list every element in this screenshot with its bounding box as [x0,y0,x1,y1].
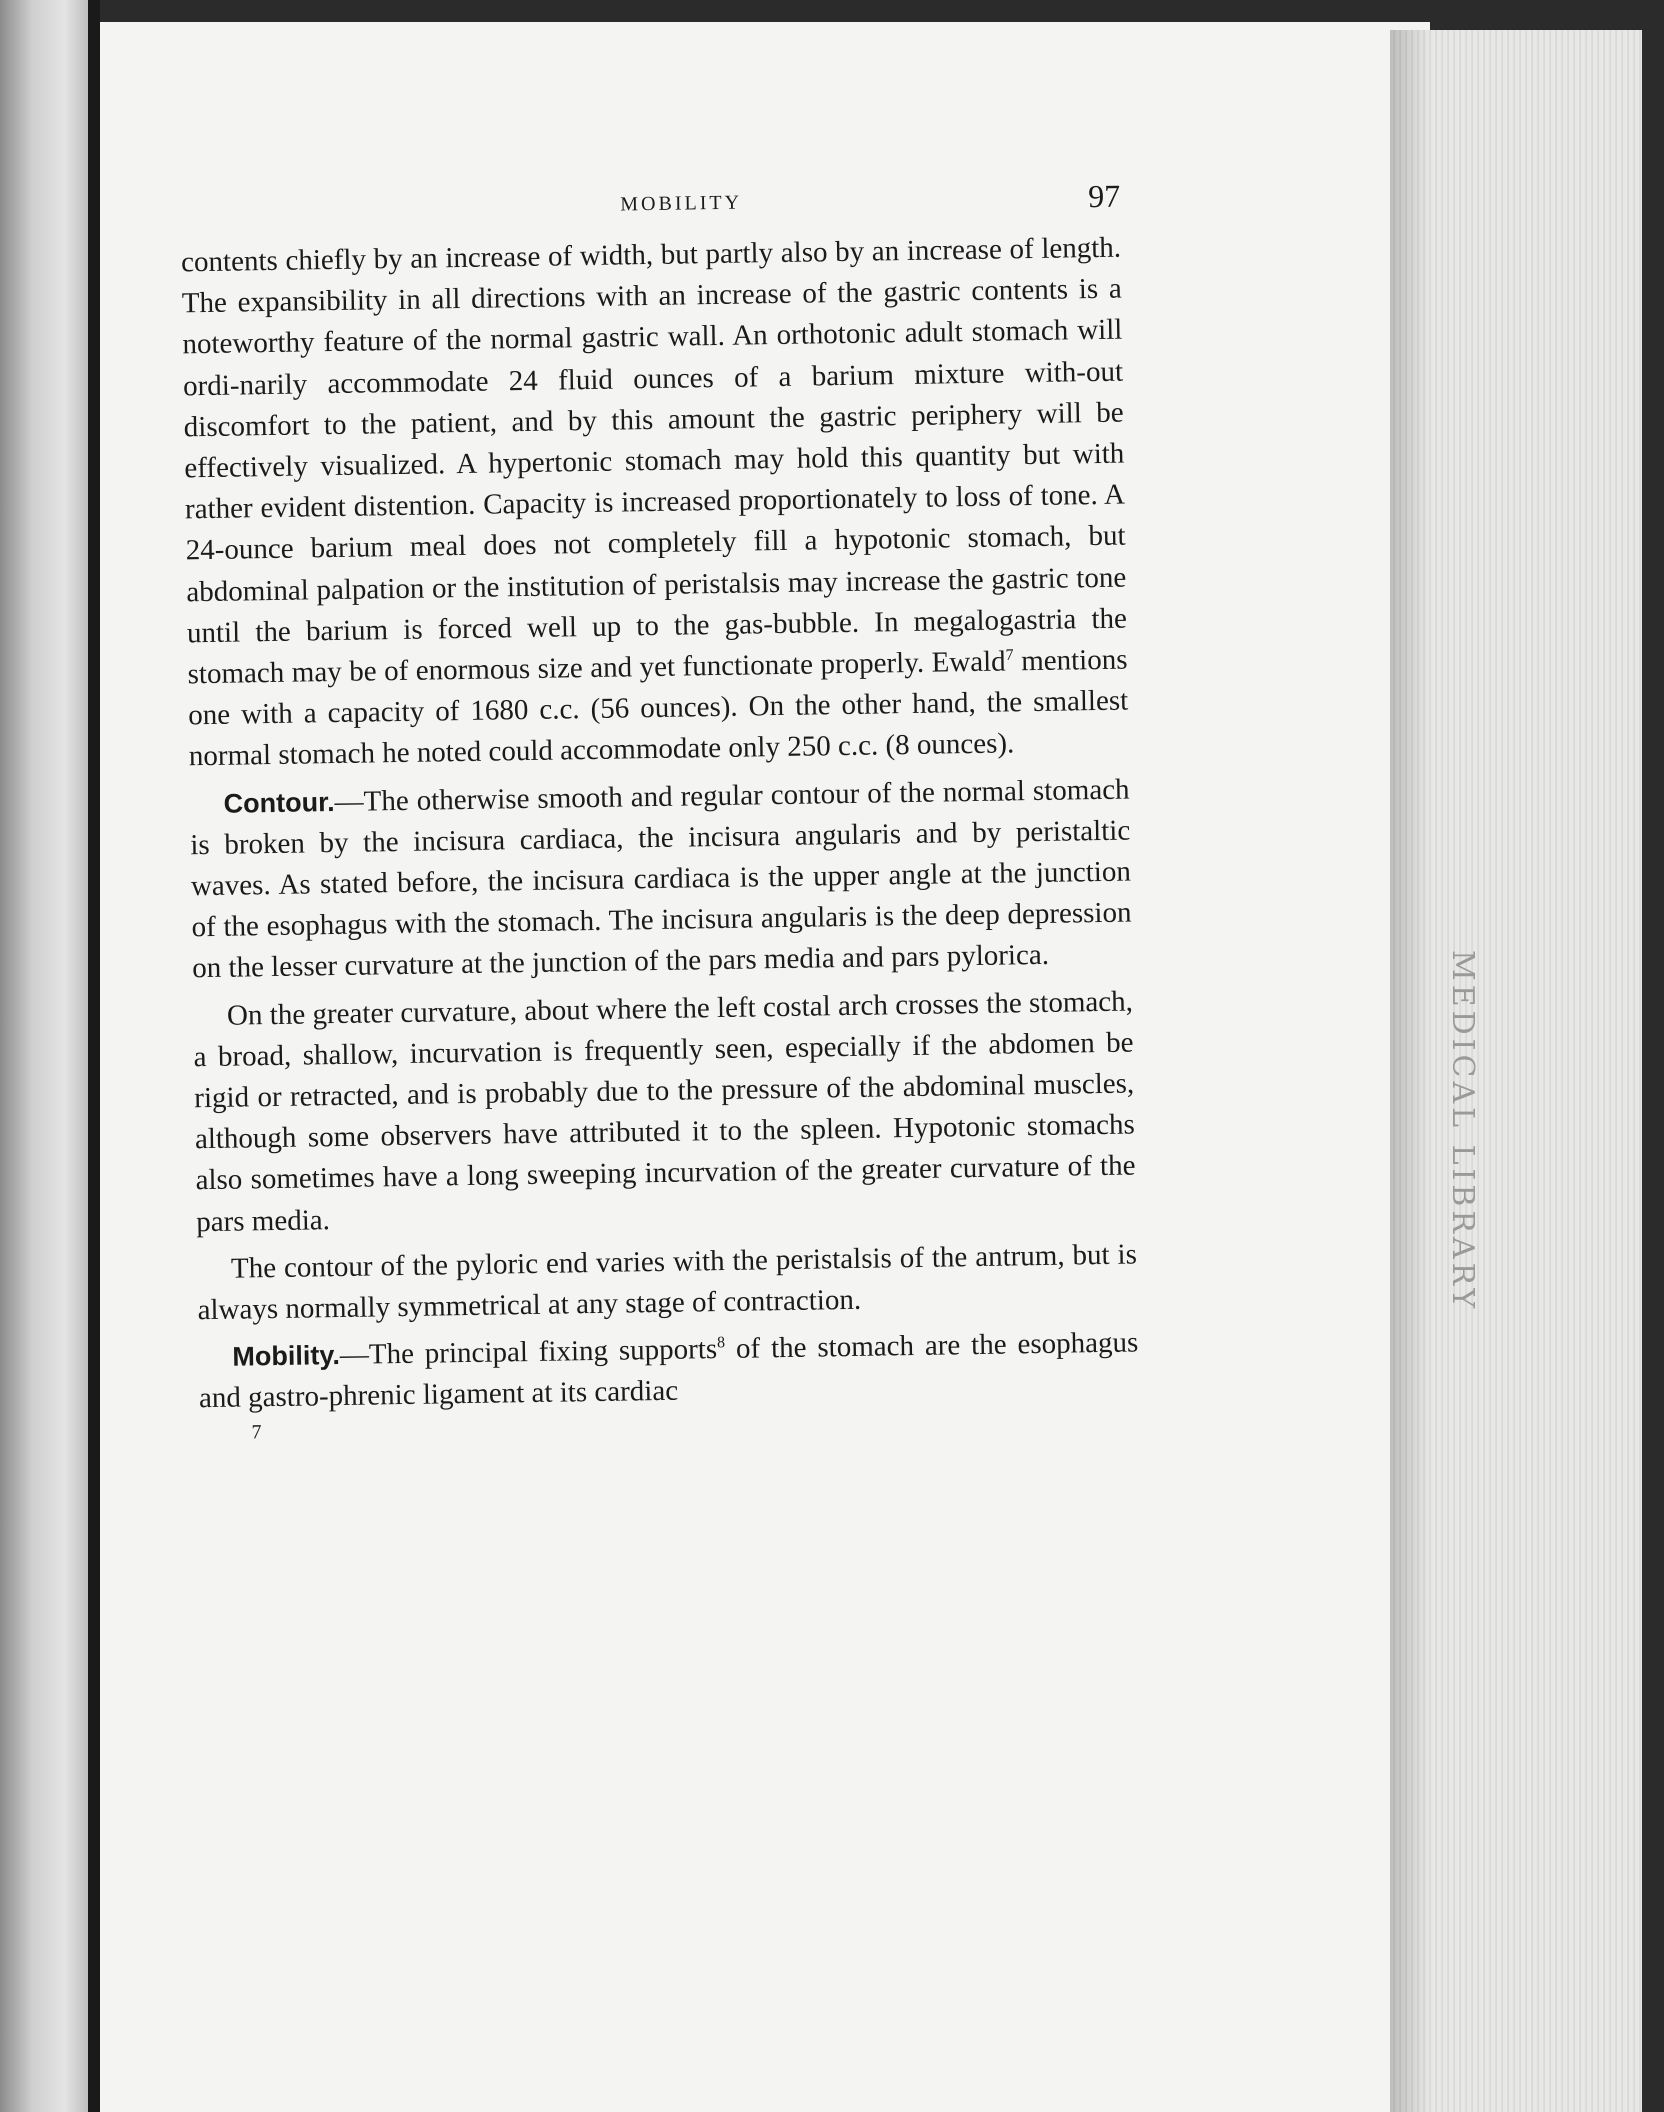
paragraph-mobility [198,1323,1139,1420]
paragraph-line: gas-bubble. In megalogastria the stomach may be of enormous [187,602,1128,691]
paragraph-line: but abdominal palpation or the institution of peristalsis may [186,519,1126,608]
paragraph-text: —The principal fixing supports [339,1333,718,1372]
page-number: 97 [1087,177,1121,215]
paragraph-greater-curvature [193,981,1137,1243]
paragraph-line: narily accommodate 24 fluid ounces of a barium mixture with- [239,355,1087,402]
paragraph-line: contents chiefly by an increase of width, but partly also by an [180,235,900,279]
paragraph-line: increase of length. The expansibility in all directions with an [181,231,1122,320]
run-in-heading-mobility: Mobility. [232,1340,341,1372]
paragraph-capacity [181,228,1129,778]
paragraph-text: —The otherwise smooth and regular contour of the normal stomach is broken by the incisura cardiaca, the incisura angularis and by peristaltic waves. As stated before, the incisura cardiaca is the upper angle at the junction of the esophagus with the stomach. The incisura angularis is the deep depression on the lesser curvature at the junction of the pars media and pars pylorica. [190,773,1132,985]
previous-page-edge [0,0,92,2112]
paragraph-pyloric-end [197,1234,1138,1331]
page-edge-shadow [1390,30,1430,2112]
footnote-ref: 7 [1005,646,1014,664]
paragraph-line: a capacity of 1680 c.c. (56 ounces). On the other hand, the [303,686,1023,730]
book-gutter [88,0,100,2112]
paragraph-text: On the greater curvature, about where the left costal arch crosses the stomach, a broad, shallow, incurvation is frequently seen, especially if the abdomen be rigid or retracted, and is probably due to the pressure of the abdominal muscles, although some observers have attributed it to the spleen. Hypotonic stomachs also sometimes have a long sweeping incurvation of the greater curvature of the pars media. [193,985,1136,1238]
paragraph-line: out discomfort to the patient, and by this amount the gastric [183,355,1124,444]
running-head-title: MOBILITY [620,191,743,216]
paragraph-line: mentions one with [188,643,1128,732]
paragraph-line: may hold this quantity but with rather evident distention. [184,437,1125,526]
paragraph-line: increase the gastric tone until the barium is forced well up to the [186,561,1127,650]
page-text [180,178,1140,1445]
paragraph-line: periphery will be effectively visualized. A hypertonic stomach [184,396,1124,485]
paragraph-line: normal gastric wall. An orthotonic adult stomach will ordi- [182,314,1123,402]
paragraph-line: increase of the gastric contents is a noteworthy feature of the [182,272,1122,361]
paragraph-line: smallest normal stomach he noted could accommodate only [188,684,1129,773]
library-stamp: MEDICAL LIBRARY [1445,950,1480,1313]
paragraph-text: The contour of the pyloric end varies with the peristalsis of the antrum, but is always normally symmetrical at any stage of contraction. [197,1238,1138,1327]
paragraph-text: of the stomach are the esophagus and gastro-phrenic ligament at its cardiac [198,1326,1139,1415]
paragraph-line: 250 c.c. (8 ounces). [786,727,1015,764]
footnote-ref: 8 [716,1334,726,1352]
paragraph-contour [189,769,1132,990]
paragraph-line: ounce barium meal does not completely fill a hypotonic stomach, [224,520,1072,567]
run-in-heading-contour: Contour. [223,786,335,819]
paragraph-line: size and yet functionate properly. Ewald [537,645,1006,685]
paragraph-line: Capacity is increased proportionately to loss of tone. A 24- [185,478,1126,567]
signature-mark: 7 [251,1420,262,1444]
